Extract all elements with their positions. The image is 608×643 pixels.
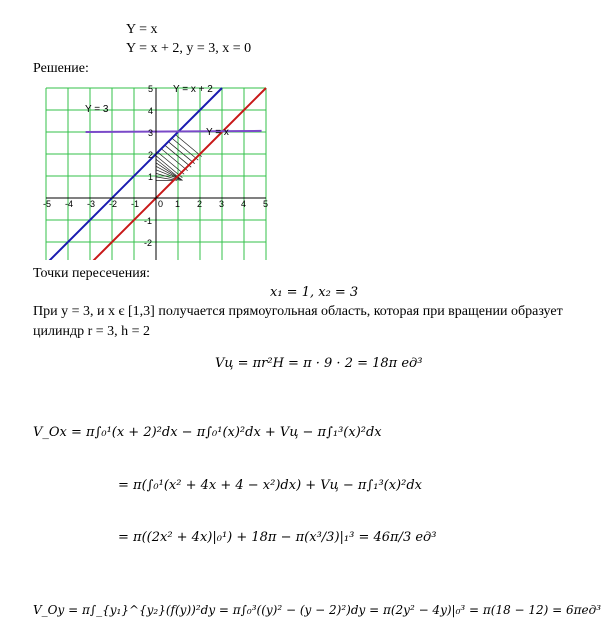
x-tick-label: -5	[43, 199, 52, 209]
x-tick-label: -3	[87, 199, 96, 209]
vox-line-1: V_Ox = π∫₀¹(x + 2)²dx − π∫₀¹(x)²dx + Vц − π∫₁³(x)²dx	[33, 425, 382, 440]
y-tick-label: 4	[148, 106, 154, 116]
vox-line-3: = π((2x² + 4x)|₀¹) + 18π − π(x³/3)|₁³ = 46π/3 ед³	[118, 530, 437, 545]
y-tick-label: 1	[148, 172, 154, 182]
y-tick-label: 3	[148, 128, 154, 138]
vox-line-2: = π(∫₀¹(x² + 4x + 4 − x²)dx) + Vц − π∫₁³(x)²dx	[118, 478, 422, 493]
hatch-line	[161, 149, 187, 171]
intersections-formula: x₁ = 1, x₂ = 3	[270, 285, 359, 300]
y-tick-label: 5	[148, 84, 154, 94]
x-tick-label: 3	[219, 199, 225, 209]
x-tick-label: -2	[109, 199, 118, 209]
x-tick-label: 0	[158, 199, 164, 209]
equation-line-1: Y = x	[126, 22, 158, 37]
label-y-x: Y = x	[206, 127, 229, 138]
hatch-line	[172, 138, 198, 160]
y-tick-label: 2	[148, 150, 154, 160]
label-y-x-plus-2: Y = x + 2	[173, 84, 213, 95]
x-tick-label: -4	[65, 199, 74, 209]
y-tick-label: -2	[144, 238, 153, 248]
x-tick-label: 1	[175, 199, 181, 209]
x-tick-label: 2	[197, 199, 203, 209]
function-graph	[40, 78, 276, 260]
y-tick-label: -1	[144, 216, 153, 226]
x-tick-label: -1	[131, 199, 140, 209]
intersections-label: Точки пересечения:	[33, 266, 151, 281]
equation-line-2: Y = x + 2, y = 3, x = 0	[126, 41, 252, 56]
x-tick-label: 4	[241, 199, 247, 209]
solution-label: Решение:	[33, 61, 89, 76]
region-text-2: цилиндр r = 3, h = 2	[33, 324, 151, 339]
voy-line-1: V_Oy = π∫_{y₁}^{y₂}(f(y))²dy = π∫₀³((y)² − (y − 2)²)dy = π(2y² − 4y)|₀³ = π(18 − 12) = 6πед³	[33, 603, 602, 617]
region-text-1: При y = 3, и x є [1,3] получается прямоугольная область, которая при вращении образует	[33, 304, 563, 319]
region-hatching	[156, 135, 202, 181]
hatch-line	[168, 142, 194, 164]
hatch-line	[175, 135, 201, 157]
label-y3: Y = 3	[85, 104, 109, 115]
line-y-eq-3	[86, 131, 262, 132]
x-tick-label: 5	[263, 199, 269, 209]
cylinder-formula: Vц = πr²H = π · 9 · 2 = 18π ед³	[215, 356, 423, 371]
